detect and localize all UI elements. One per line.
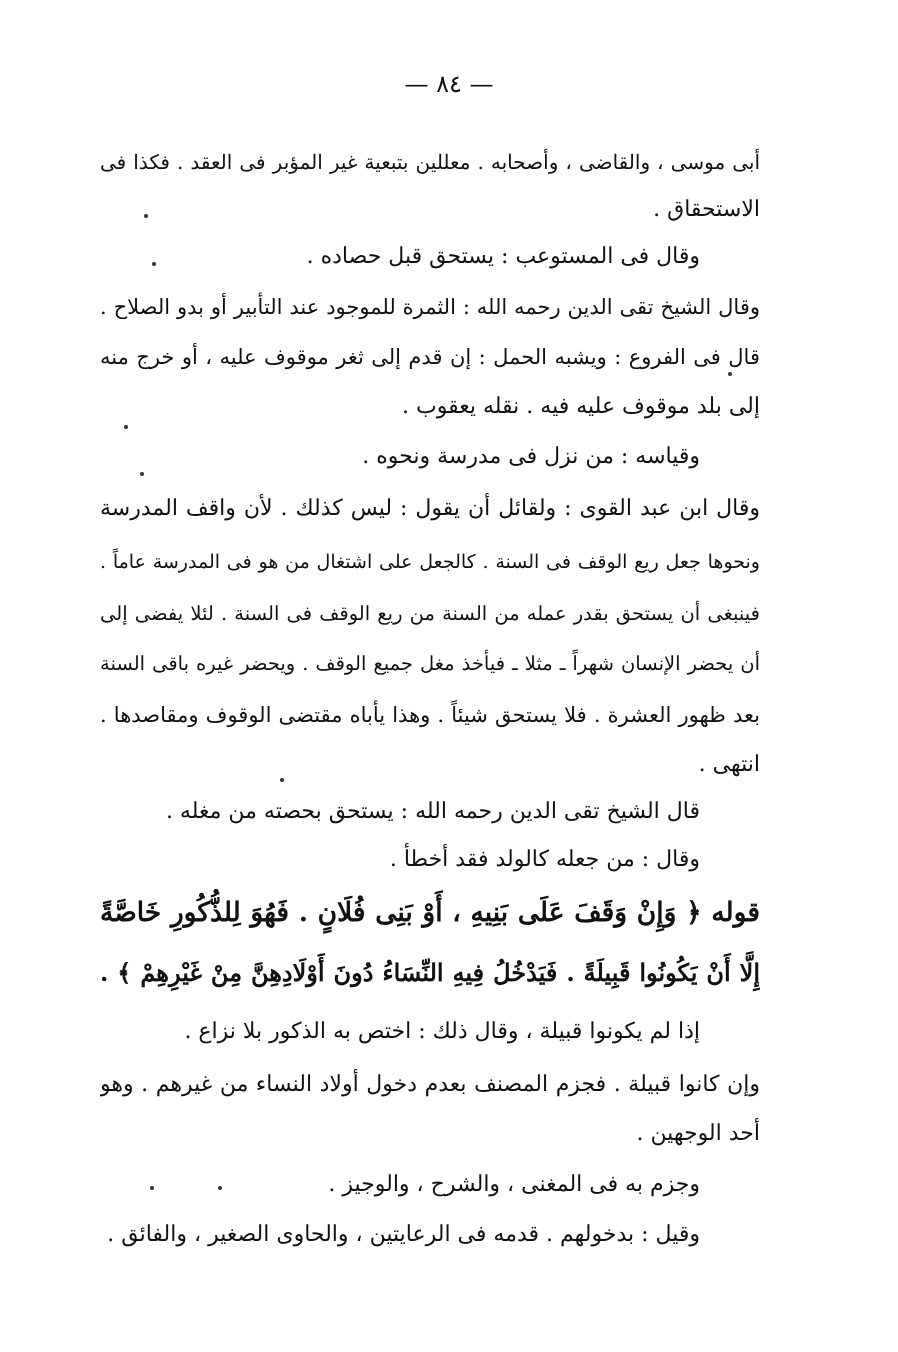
text-line: وإن كانوا قبيلة . فجزم المصنف بعدم دخول أولاد النساء من غيرهم . وهو: [100, 1072, 760, 1097]
text-line: بعد ظهور العشرة . فلا يستحق شيئاً . وهذا يأباه مقتضى الوقوف ومقاصدها .: [100, 703, 760, 727]
quoted-verse-line: إِلَّا أَنْ يَكُونُوا قَبِيلَةً . فَيَدْخُلُ فِيهِ النِّسَاءُ دُونَ أَوْلَادِهِنَّ مِنْ غَيْرِهِمْ ﴾ .: [100, 958, 760, 987]
text-line: انتهى .: [698, 752, 760, 777]
page-number: — ٨٤ —: [404, 70, 494, 98]
scan-speck: [218, 1186, 222, 1190]
scan-speck: [124, 425, 128, 429]
quoted-verse-line: قوله ﴿ وَإِنْ وَقَفَ عَلَى بَنِيهِ ، أَوْ بَنِى فُلَانٍ . فَهُوَ لِلذُّكُورِ خَاصَّةً: [100, 897, 760, 928]
text-line: الاستحقاق .: [653, 197, 760, 222]
text-line: وقال : من جعله كالولد فقد أخطأ .: [389, 847, 700, 872]
text-line: وقال ابن عبد القوى : ولقائل أن يقول : ليس كذلك . لأن واقف المدرسة: [100, 496, 760, 521]
text-line: وقيل : بدخولهم . قدمه فى الرعايتين ، والحاوى الصغير ، والفائق .: [107, 1222, 700, 1247]
scan-speck: [140, 472, 144, 476]
text-line: وقال فى المستوعب : يستحق قبل حصاده .: [306, 244, 700, 269]
scan-speck: [152, 262, 156, 266]
text-line: فينبغى أن يستحق بقدر عمله من السنة من ريع الوقف فى السنة . لئلا يفضى إلى: [100, 602, 760, 625]
text-line: ونحوها جعل ريع الوقف فى السنة . كالجعل على اشتغال من هو فى المدرسة عاماً .: [100, 551, 760, 573]
text-line: قال الشيخ تقى الدين رحمه الله : يستحق بحصته من مغله .: [165, 799, 700, 824]
scan-speck: [728, 372, 732, 376]
text-line: وجزم به فى المغنى ، والشرح ، والوجيز .: [328, 1172, 700, 1197]
text-line: وقياسه : من نزل فى مدرسة ونحوه .: [362, 444, 700, 469]
text-line: أحد الوجهين .: [636, 1121, 760, 1146]
text-line: أبى موسى ، والقاضى ، وأصحابه . معللين بتبعية غير المؤبر فى العقد . فكذا فى: [100, 150, 760, 174]
text-line: أن يحضر الإنسان شهراً ـ مثلا ـ فيأخذ مغل جميع الوقف . ويحضر غيره باقى السنة: [100, 652, 760, 675]
scan-speck: [144, 214, 148, 218]
text-line: قال فى الفروع : ويشبه الحمل : إن قدم إلى ثغر موقوف عليه ، أو خرج منه: [100, 345, 760, 369]
text-line: وقال الشيخ تقى الدين رحمه الله : الثمرة للموجود عند التأبير أو بدو الصلاح .: [100, 295, 760, 319]
text-line: إذا لم يكونوا قبيلة ، وقال ذلك : اختص به الذكور بلا نزاع .: [184, 1019, 700, 1044]
scan-speck: [280, 778, 284, 782]
text-line: إلى بلد موقوف عليه فيه . نقله يعقوب .: [402, 394, 760, 419]
scan-speck: [150, 1186, 154, 1190]
